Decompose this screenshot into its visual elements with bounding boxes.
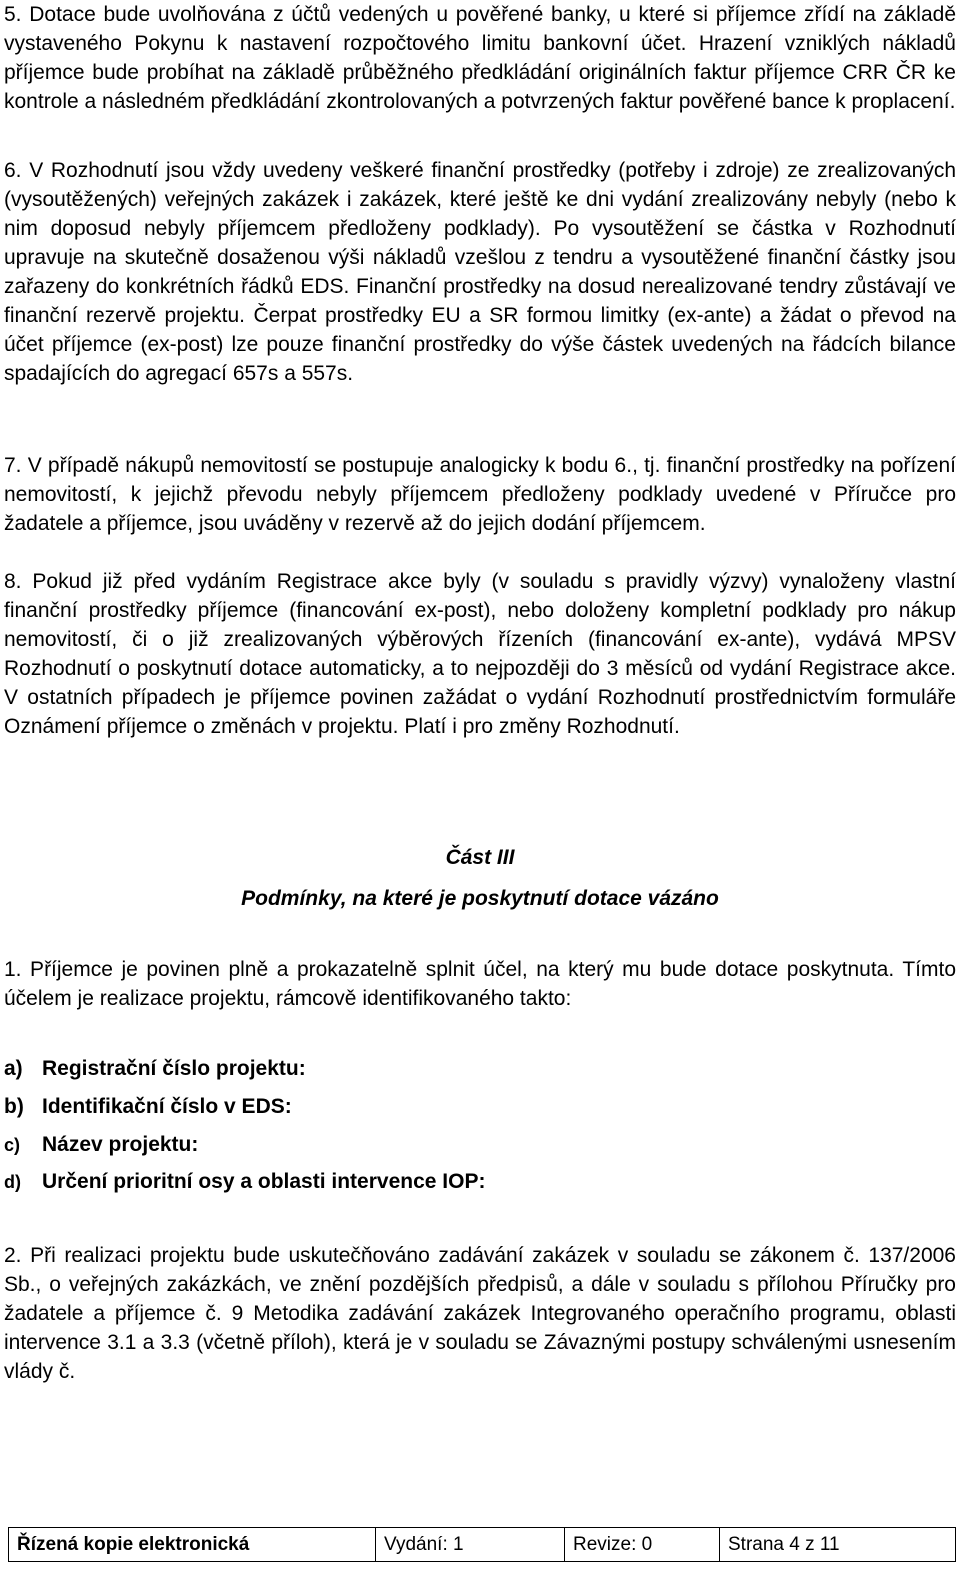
paragraph-6: 6. V Rozhodnutí jsou vždy uvedeny veškeré finanční prostředky (potřeby i zdroje) ze zrealizovaných (vysoutěžených) veřejných zakázek i zakázek, které ještě ke dni vydání zrealizovány nebyly (nebo k nim doposud nebyly příjemcem předloženy podklady). Po vysoutěžení se částka v Rozhodnutí upravuje na skutečně dosaženou výši nákladů vzešlou z tendru a vysoutěžené finanční částky jsou zařazeny do konkrétních řádků EDS. Finanční prostředky na dosud nerealizované tendry zůstávají ve finanční rezervě projektu. Čerpat prostředky EU a SR formou limitky (ex-ante) a žádat o převod na účet příjemce (ex-post) lze pouze finanční prostředky do výše částek uvedených na řádcích bilance spadajících do agregací 657s a 557s. (4, 159, 956, 385)
footer-edition: Vydání: 1 (376, 1528, 565, 1562)
item-registration-number (4, 1057, 306, 1081)
item-text: Registrační číslo projektu: (42, 1057, 306, 1080)
item-label: a) (4, 1057, 23, 1080)
paragraph-7: 7. V případě nákupů nemovitostí se postupuje analogicky k bodu 6., tj. finanční prostředky na pořízení nemovitostí, k jejichž převodu nebyly příjemcem předloženy podklady uvedené v Příručce pro žadatele a příjemce, jsou uváděny v rezervě až do jejich dodání příjemcem. (4, 454, 956, 535)
footer-page-number: Strana 4 z 11 (720, 1528, 956, 1562)
item-label: d) (4, 1172, 21, 1192)
item-text: Určení prioritní osy a oblasti intervence IOP: (42, 1170, 486, 1193)
document-footer (8, 1527, 956, 1562)
item-label: b) (4, 1095, 24, 1118)
footer-controlled-copy: Řízená kopie elektronická (9, 1528, 376, 1562)
paragraph-5: 5. Dotace bude uvolňována z účtů vedených u pověřené banky, u které si příjemce zřídí na základě vystaveného Pokynu k nastavení rozpočtového limitu bankovní účet. Hrazení vzniklých nákladů příjemce bude probíhat na základě průběžného předkládání originálních faktur příjemce CRR ČR ke kontrole a následném předkládání zkontrolovaných a potvrzených faktur pověřené bance k proplacení. (4, 3, 956, 113)
section-paragraph-1: 1. Příjemce je povinen plně a prokazatelně splnit účel, na který mu bude dotace poskytnuta. Tímto účelem je realizace projektu, rámcově identifikovaného takto: (4, 958, 956, 1010)
section-title: Část III (445, 846, 515, 869)
item-priority-axis (4, 1170, 485, 1194)
item-project-name (4, 1133, 198, 1157)
footer-revision: Revize: 0 (565, 1528, 720, 1562)
paragraph-8: 8. Pokud již před vydáním Registrace akce byly (v souladu s pravidly výzvy) vynaloženy vlastní finanční prostředky příjemce (financování ex-post), nebo doloženy kompletní podklady pro nákup nemovitostí, či o již zrealizovaných výběrových řízeních (financování ex-ante), vydává MPSV Rozhodnutí o poskytnutí dotace automaticky, a to nejpozději do 3 měsíců od vydání Registrace akce. V ostatních případech je příjemce povinen zažádat o vydání Rozhodnutí prostřednictvím formuláře Oznámení příjemce o změnách v projektu. Platí i pro změny Rozhodnutí. (4, 570, 956, 738)
section-paragraph-2: 2. Při realizaci projektu bude uskutečňováno zadávání zakázek v souladu se zákonem č. 137/2006 Sb., o veřejných zakázkách, ve znění pozdějších předpisů, a dále v souladu s přílohou Příručky pro žadatele a příjemce č. 9 Metodika zadávání zakázek Integrovaného operačního programu, oblasti intervence 3.1 a 3.3 (včetně příloh), která je v souladu se Závaznými postupy schválenými usnesením vlády č. (4, 1244, 956, 1383)
item-text: Název projektu: (42, 1133, 199, 1156)
item-text: Identifikační číslo v EDS: (42, 1095, 292, 1118)
item-label: c) (4, 1135, 21, 1155)
item-eds-identifier (4, 1095, 292, 1119)
section-subtitle: Podmínky, na které je poskytnutí dotace vázáno (241, 887, 719, 910)
